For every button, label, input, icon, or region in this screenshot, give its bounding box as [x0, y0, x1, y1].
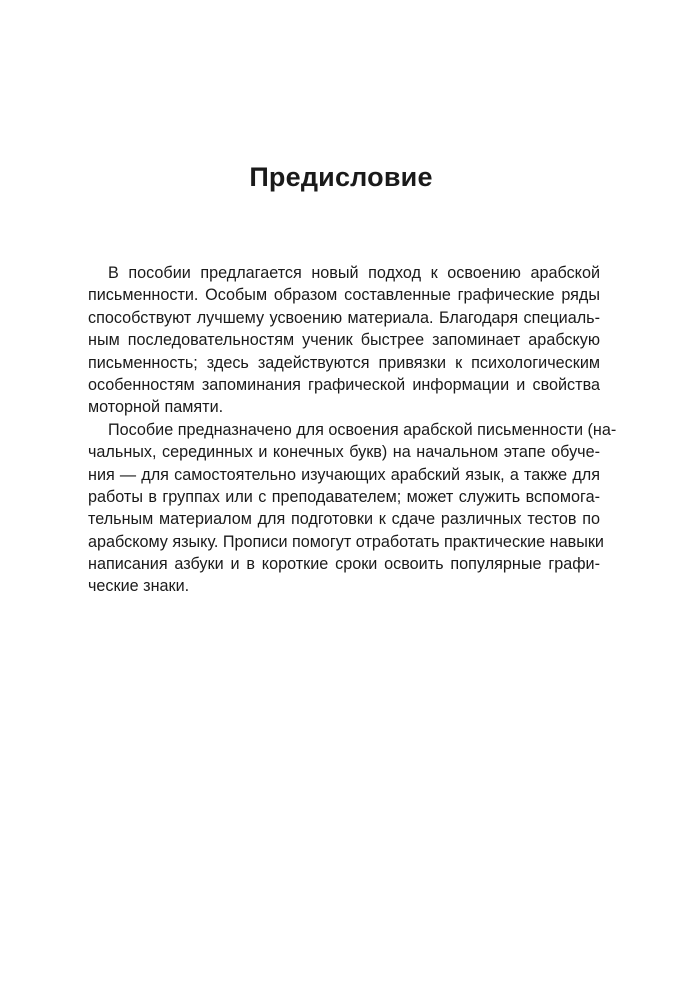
text-line: ческие знаки. — [88, 577, 190, 596]
paragraph-1 — [88, 262, 600, 419]
text-line: Пособие предназначено для освоения арабской письменности (на- — [108, 420, 617, 439]
text-line: написания азбуки и в короткие сроки освоить популярные графи- — [88, 555, 600, 574]
text-line: чальных, серединных и конечных букв) на начальном этапе обуче- — [88, 443, 600, 462]
text-line: ния — для самостоятельно изучающих арабский язык, а также для — [88, 465, 600, 484]
text-line: В пособии предлагается новый подход к освоению арабской — [108, 264, 600, 282]
text-line: моторной памяти. — [88, 398, 224, 417]
text-line: арабскому языку. Прописи помогут отработать практические навыки — [88, 532, 604, 551]
text-line: способствуют лучшему усвоению материала. Благодаря специаль- — [88, 308, 600, 327]
text-line: особенностям запоминания графической информации и свойства — [88, 375, 600, 394]
text-line: работы в группах или с преподавателем; может служить вспомога- — [88, 487, 600, 506]
page-title: Предисловие — [249, 162, 433, 192]
paragraph-2 — [88, 419, 617, 598]
text-line: письменности. Особым образом составленные графические ряды — [88, 286, 600, 305]
text-line: ным последовательностям ученик быстрее запоминает арабскую — [88, 331, 600, 350]
text-line: письменность; здесь задействуются привязки к психологическим — [88, 353, 600, 372]
body-text — [88, 262, 617, 598]
text-line: тельным материалом для подготовки к сдаче различных тестов по — [88, 510, 600, 529]
